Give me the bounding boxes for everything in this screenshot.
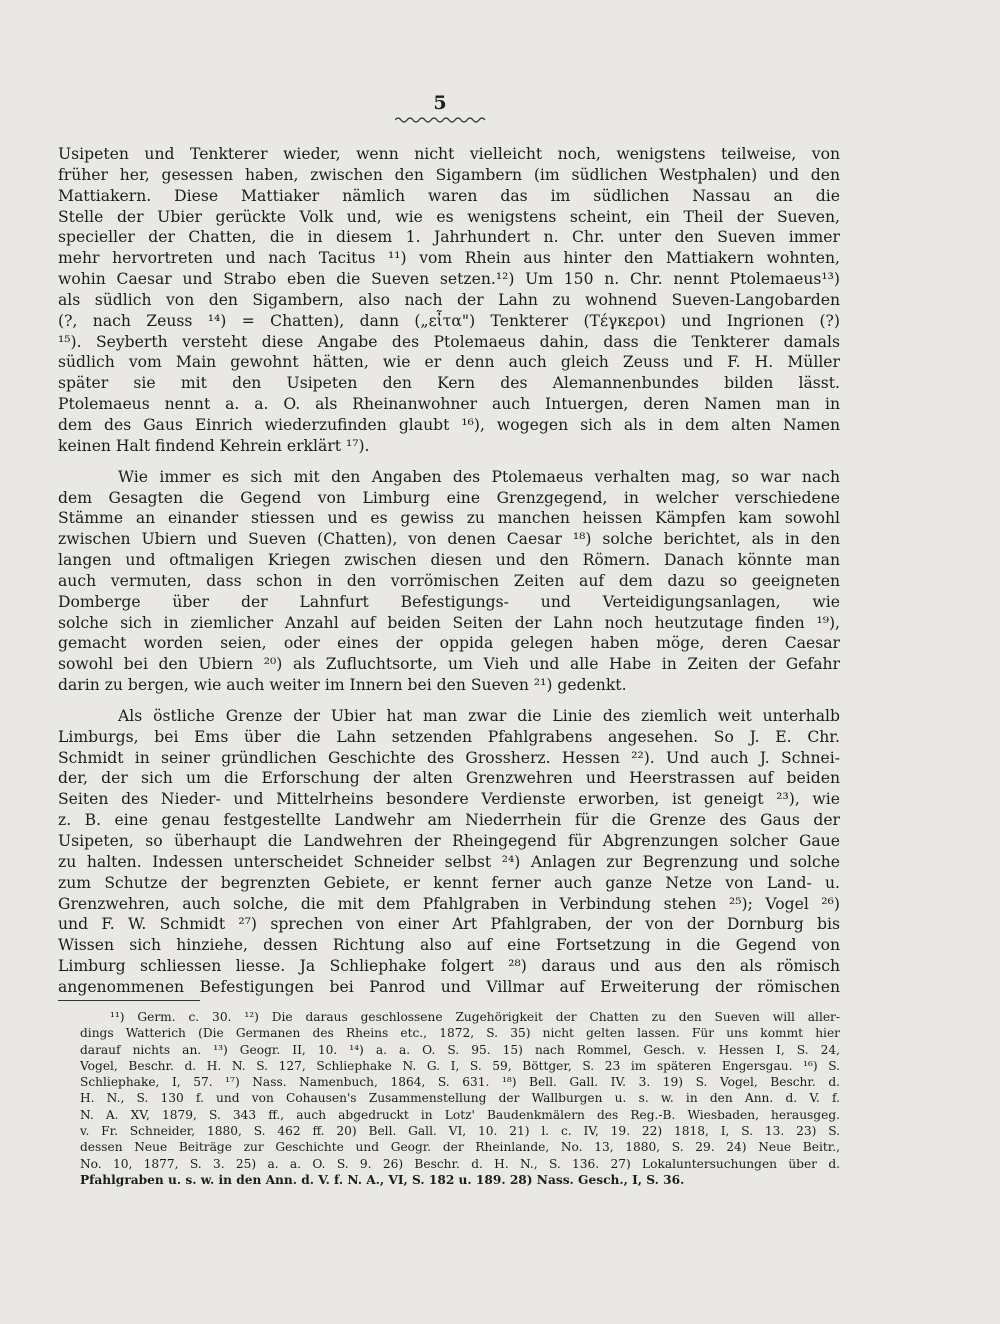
footnote-line: N. A. XV, 1879, S. 343 ff., auch abgedruckt in Lotz' Baudenkmälern des Reg.-B. Wiesbaden, herausgeg.: [80, 1107, 840, 1122]
text-line: Stämme an einander stiessen und es gewiss zu manchen heissen Kämpfen kam sowohl: [58, 509, 840, 528]
text-line: Wissen sich hinziehe, dessen Richtung also auf eine Fortsetzung in die Gegend von: [58, 936, 840, 955]
text-line: dem Gesagten die Gegend von Limburg eine Grenzgegend, in welcher verschiedene: [58, 488, 840, 507]
text-line: als südlich von den Sigambern, also nach der Lahn zu wohnend Sueven-Langobarden: [58, 290, 840, 309]
footnote-line: H. N., S. 130 f. und von Cohausen's Zusammenstellung der Wallburgen u. s. w. in den Ann. d. V. f.: [80, 1091, 840, 1106]
text-line: Stelle der Ubier gerückte Volk und, wie es wenigstens scheint, ein Theil der Sueven,: [58, 207, 840, 226]
footnote-line: No. 10, 1877, S. 3. 25) a. a. O. S. 9. 26) Beschr. d. H. N., S. 136. 27) Lokaluntersuchungen über d.: [80, 1156, 840, 1171]
text-line: mehr hervortreten und nach Tacitus ¹¹) vom Rhein aus hinter den Mattiakern wohnten,: [58, 249, 840, 268]
text-line: und F. W. Schmidt ²⁷) sprechen von einer Art Pfahlgraben, der von der Dornburg bis: [58, 915, 840, 934]
page-number: 5: [433, 92, 447, 114]
text-line: Ptolemaeus nennt a. a. O. als Rheinanwohner auch Intuergen, deren Namen man in: [58, 395, 840, 414]
text-line: sowohl bei den Ubiern ²⁰) als Zufluchtsorte, um Vieh und alle Habe in Zeiten der Gefahr: [58, 655, 840, 674]
paragraph: [58, 144, 840, 457]
text-line: früher her, gesessen haben, zwischen den Sigambern (im südlichen Westphalen) und den: [58, 165, 840, 184]
text-line: zum Schutze der begrenzten Gebiete, er kennt ferner auch ganze Netze von Land- u.: [58, 873, 840, 892]
footnote-line: ¹¹) Germ. c. 30. ¹²) Die daraus geschlossene Zugehörigkeit der Chatten zu den Sueven will aller-: [110, 1010, 840, 1024]
footnotes: [80, 1009, 840, 1188]
footnote-separator: [58, 1000, 200, 1001]
footnote-line: Vogel, Beschr. d. H. N. S. 127, Schliephake N. G. I, S. 59, Böttger, S. 23 im späteren Engersgau. ¹⁶) S.: [80, 1058, 840, 1073]
body-text: [58, 144, 840, 998]
text-line: der, der sich um die Erforschung der alten Grenzwehren und Heerstrassen auf beiden: [58, 769, 840, 788]
text-line: ¹⁵). Seyberth versteht diese Angabe des Ptolemaeus dahin, dass die Tenkterer damals: [58, 332, 840, 351]
text-line: z. B. eine genau festgestellte Landwehr am Niederrhein für die Grenze des Gaus der: [58, 811, 840, 830]
page-number-ornament: [395, 116, 487, 124]
text-line: Mattiakern. Diese Mattiaker nämlich waren das im südlichen Nassau an die: [58, 186, 840, 205]
paragraph: [58, 706, 840, 998]
text-line: specieller der Chatten, die in diesem 1. Jahrhundert n. Chr. unter den Sueven immer: [58, 228, 840, 247]
text-line: langen und oftmaligen Kriegen zwischen diesen und den Römern. Danach könnte man: [58, 551, 840, 570]
footnote-line: Pfahlgraben u. s. w. in den Ann. d. V. f. N. A., VI, S. 182 u. 189. 28) Nass. Gesch., I, S. 36.: [80, 1172, 685, 1187]
text-line: Usipeten und Tenkterer wieder, wenn nicht vielleicht noch, wenigstens teilweise, von: [58, 145, 840, 163]
text-line: Limburg schliessen liesse. Ja Schliephake folgert ²⁸) daraus und aus den als römisch: [58, 957, 840, 976]
footnote-line: v. Fr. Schneider, 1880, S. 462 ff. 20) Bell. Gall. VI, 10. 21) l. c. IV, 19. 22) 1818, I, S. 13. 23) S.: [80, 1124, 840, 1139]
text-line: südlich vom Main gewohnt hätten, wie er denn auch gleich Zeuss und F. H. Müller: [58, 353, 840, 372]
text-line: Usipeten, so überhaupt die Landwehren der Rheingegend für Abgrenzungen solcher Gaue: [58, 832, 840, 850]
footnote-line: darauf nichts an. ¹³) Geogr. II, 10. ¹⁴) a. a. O. S. 95. 15) nach Rommel, Gesch. v. Hessen I, S. 24,: [80, 1042, 840, 1057]
text-line: Als östliche Grenze der Ubier hat man zwar die Linie des ziemlich weit unterhalb: [118, 706, 840, 725]
text-line: zu halten. Indessen unterscheidet Schneider selbst ²⁴) Anlagen zur Begrenzung und solche: [58, 852, 840, 871]
text-line: Wie immer es sich mit den Angaben des Ptolemaeus verhalten mag, so war nach: [118, 467, 840, 486]
text-line: wohin Caesar und Strabo eben die Sueven setzen.¹²) Um 150 n. Chr. nennt Ptolemaeus¹³): [58, 270, 840, 289]
text-line: solche sich in ziemlicher Anzahl auf beiden Seiten der Lahn noch heutzutage finden ¹⁹),: [58, 613, 840, 632]
paragraph: [58, 467, 840, 696]
text-line: Grenzwehren, auch solche, die mit dem Pfahlgraben in Verbindung stehen ²⁵); Vogel ²⁶): [58, 894, 840, 913]
text-line: Schmidt in seiner gründlichen Geschichte des Grossherz. Hessen ²²). Und auch J. Schnei-: [58, 748, 840, 767]
text-line: später sie mit den Usipeten den Kern des Alemannenbundes bilden lässt.: [58, 374, 840, 393]
text-line: darin zu bergen, wie auch weiter im Innern bei den Sueven ²¹) gedenkt.: [58, 676, 627, 695]
text-line: zwischen Ubiern und Sueven (Chatten), von denen Caesar ¹⁸) solche berichtet, als in den: [58, 530, 840, 549]
text-line: angenommenen Befestigungen bei Panrod und Villmar auf Erweiterung der römischen: [58, 977, 840, 996]
text-line: (?, nach Zeuss ¹⁴) = Chatten), dann („εἶτα") Tenkterer (Τέγκεροι) und Ingrionen (?): [58, 311, 840, 330]
text-line: keinen Halt findend Kehrein erklärt ¹⁷).: [58, 436, 370, 455]
text-line: Limburgs, bei Ems über die Lahn setzenden Pfahlgrabens angesehen. So J. E. Chr.: [58, 727, 840, 746]
footnote-line: dessen Neue Beiträge zur Geschichte und Geogr. der Rheinlande, No. 13, 1880, S. 29. 24) Neue Beitr.,: [80, 1140, 840, 1155]
text-line: Domberge über der Lahnfurt Befestigungs- und Verteidigungsanlagen, wie: [58, 592, 840, 611]
footnote-line: dings Watterich (Die Germanen des Rheins etc., 1872, S. 35) nicht gelten lassen. Für uns kommt hier: [80, 1026, 840, 1041]
footnote-line: Schliephake, I, 57. ¹⁷) Nass. Namenbuch, 1864, S. 631. ¹⁸) Bell. Gall. IV. 3. 19) S. Vogel, Beschr. d.: [80, 1075, 840, 1090]
text-line: Seiten des Nieder- und Mittelrheins besondere Verdienste erworben, ist geneigt ²³), wie: [58, 790, 840, 809]
text-line: dem des Gaus Einrich wiederzufinden glaubt ¹⁶), wogegen sich als in dem alten Namen: [58, 415, 840, 434]
text-line: gemacht worden seien, oder eines der oppida gelegen haben möge, deren Caesar: [58, 634, 840, 653]
text-line: auch vermuten, dass schon in den vorrömischen Zeiten auf dem dazu so geeigneten: [58, 571, 840, 590]
